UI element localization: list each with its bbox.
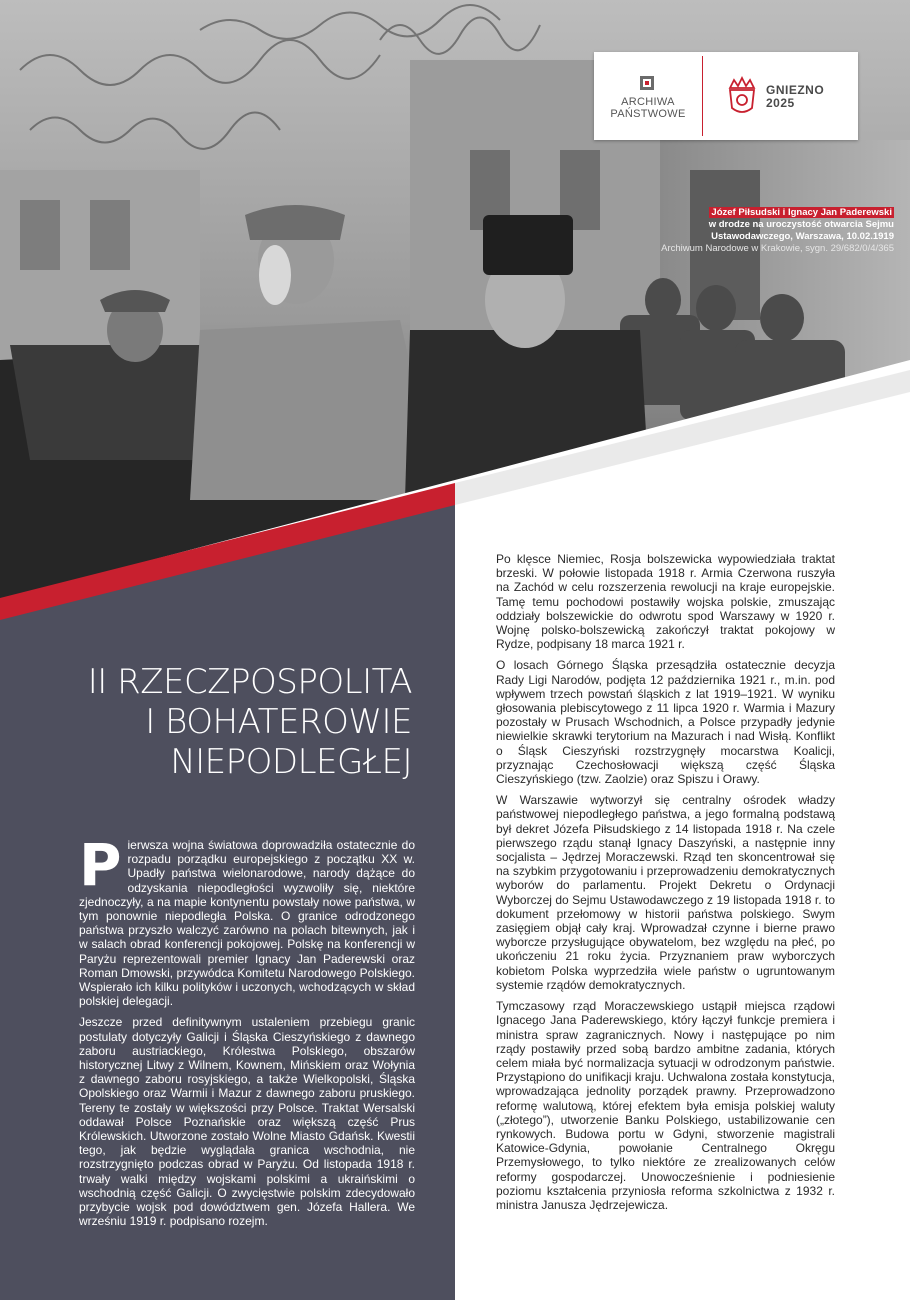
right-paragraph-4: Tymczasowy rząd Moraczewskiego ustąpił miejsca rządowi Ignacego Jana Paderewskiego, który łączył funkcje premiera i ministra spraw zagranicznych. Nowy i następujące po nim rządy postawiły przed sobą bardzo ambitne zadania, których celem miała być normalizacja sytuacji w odrodzonym państwie. Przystąpiono do unifikacji kraju. Uchwalona została konstytucja, wprowadzająca jednolity porządek prawny. Przeprowadzono reformę walutową, której efektem była emisja polskiej waluty („złotego”), utworzenie Banku Polskiego, ustabilizowanie cen rynkowych. Budowa portu w Gdyni, stworzenie magistrali Katowice-Gdynia, powołanie Centralnego Okręgu Przemysłowego, to tylko niektóre ze zrealizowanych celów reformy gospodarczej. Unowocześnienie i podniesienie poziomu kształcenia przyniosła reforma szkolnictwa z 1932 r. ministra Janusza Jędrzejewicza. bbox=[496, 999, 835, 1212]
gniezno-logo-line2: 2025 bbox=[766, 96, 795, 110]
photo-caption bbox=[600, 207, 894, 255]
left-column-text bbox=[79, 831, 415, 1235]
left-paragraph-1 bbox=[79, 831, 415, 1009]
drop-cap: P bbox=[79, 831, 122, 899]
title-line3: NIEPODLEGŁEJ bbox=[170, 742, 412, 782]
title-line1: II RZECZPOSPOLITA bbox=[87, 662, 412, 702]
logo-divider bbox=[702, 56, 703, 136]
archiwa-logo-line2: PAŃSTWOWE bbox=[610, 108, 686, 120]
right-column-text bbox=[496, 552, 835, 1219]
left-paragraph-2: Jeszcze przed definitywnym ustaleniem przebiegu granic postulaty dotyczyły Galicji i Śląska Cieszyńskiego z dawnego zaboru austriackiego, Królestwa Polskiego, obszarów historycznej Litwy z Wilnem, Kownem, Mińskiem oraz Wołynia z dawnego zaboru rosyjskiego, a także Wielkopolski, Śląska Opolskiego oraz Warmii i Mazur z dawnego zaboru pruskiego. Tereny te zostały w większości przy Polsce. Traktat Wersalski oddawał Polsce Poznańskie oraz większą część Prus Królewskich. Utworzone zostało Wolne Miasto Gdańsk. Kwestii tego, jak będzie wyglądała granica wschodnia, nie rozstrzygnięto podczas obrad w Paryżu. Od listopada 1918 r. trwały walki między wojskami polskimi a ukraińskimi o wschodnią część Galicji. O zwycięstwie polskim zdecydowało przybycie wojsk pod dowództwem gen. Józefa Hallera. We wrześniu 1919 r. podpisano rozejm. bbox=[79, 1015, 415, 1229]
caption-line3: Ustawodawczego, Warszawa, 10.02.1919 bbox=[711, 231, 894, 242]
logos-box bbox=[594, 52, 858, 140]
right-paragraph-1: Po klęsce Niemiec, Rosja bolszewicka wypowiedziała traktat brzeski. W połowie listopada 1918 r. Armia Czerwona ruszyła na Zachód w celu rozszerzenia rewolucji na kraje europejskie. Tamę temu pochodowi postawiły wojska polskie, zmuszając oddziały bolszewickie do odwrotu spod Warszawy w 1920 r. Wojnę polsko-bolszewicką zakończył traktat pokojowy w Rydze, podpisany 18 marca 1921 r. bbox=[496, 552, 835, 652]
caption-line2: w drodze na uroczystość otwarcia Sejmu bbox=[708, 219, 894, 230]
archiwa-logo-line1: ARCHIWA bbox=[621, 96, 675, 108]
caption-title: Józef Piłsudski i Ignacy Jan Paderewski bbox=[711, 207, 892, 218]
caption-source: Archiwum Narodowe w Krakowie, sygn. 29/682/0/4/365 bbox=[661, 243, 894, 254]
right-paragraph-3: W Warszawie wytworzył się centralny ośrodek władzy państwowej niepodległego państwa, a jego formalną podstawą był dekret Józefa Piłsudskiego z 14 listopada 1918 r. Na czele pierwszego rządu stanął Ignacy Daszyński, a następnie inny socjalista – Jędrzej Moraczewski. Rząd ten skoncentrował się na szybkim przygotowaniu i przeprowadzeniu demokratycznych wyborów do parlamentu. Projekt Dekretu o Ordynacji Wyborczej do Sejmu Ustawodawczego z 19 listopada 1918 r. to dokument przełomowy w historii państwa polskiego. Swym zasięgiem objął cały kraj. Wprowadzał czynne i bierne prawo wyborcze przysługujące obywatelom, bez względu na płeć, po ukończeniu 21 roku życia. Przyznaniem praw wyborczych kobietom Polska wyprzedziła wiele państw o ugruntowanym systemie rządów demokratycznych. bbox=[496, 793, 835, 992]
gniezno-logo-line1: GNIEZNO bbox=[766, 83, 825, 97]
right-paragraph-2: O losach Górnego Śląska przesądziła ostatecznie decyzja Rady Ligi Narodów, podjęta 12 października 1921 r., m.in. pod wpływem trzech powstań śląskich z lat 1919–1921. W wyniku głosowania plebiscytowego z 11 lipca 1920 r. Warmia i Mazury pozostały w Prusach Wschodnich, a Polsce przypadły jedynie niewielkie skrawki terytorium na Mazurach i nad Wisłą. Konflikt o Śląsk Cieszyński rozstrzygnęły mocarstwa Koalicji, przyznając Czechosłowacji większą część Śląska Cieszyńskiego (tzw. Zaolzie) oraz Spiszu i Orawy. bbox=[496, 658, 835, 787]
title-line2: I BOHATEROWIE bbox=[145, 702, 412, 742]
gniezno-crown-icon bbox=[724, 74, 760, 118]
archiwa-panstwowe-logo-icon bbox=[640, 76, 654, 90]
gniezno-2025-logo bbox=[766, 84, 824, 110]
archiwa-panstwowe-logo bbox=[606, 96, 690, 120]
page-title bbox=[0, 662, 412, 782]
left-paragraph-1-text: ierwsza wojna światowa doprowadziła ostatecznie do rozpadu porządku europejskiego z początku XX w. Upadły państwa wielonarodowe, narody dążące do odzyskania niepodległości wyzwoliły się, niektóre zjednoczyły, a na mapie kontynentu powstały nowe państwa, w tym ponownie niepodległa Polska. O granice odrodzonego państwa przyszło walczyć zarówno na polach bitewnych, jak i w salach obrad konferencji pokojowej. Polskę na konferencji w Paryżu reprezentowali premier Ignacy Jan Paderewski oraz Roman Dmowski, przywódca Komitetu Narodowego Polskiego. Wspierało ich kilku polityków i uczonych, wchodzących w skład polskiej delegacji. bbox=[79, 838, 415, 1009]
